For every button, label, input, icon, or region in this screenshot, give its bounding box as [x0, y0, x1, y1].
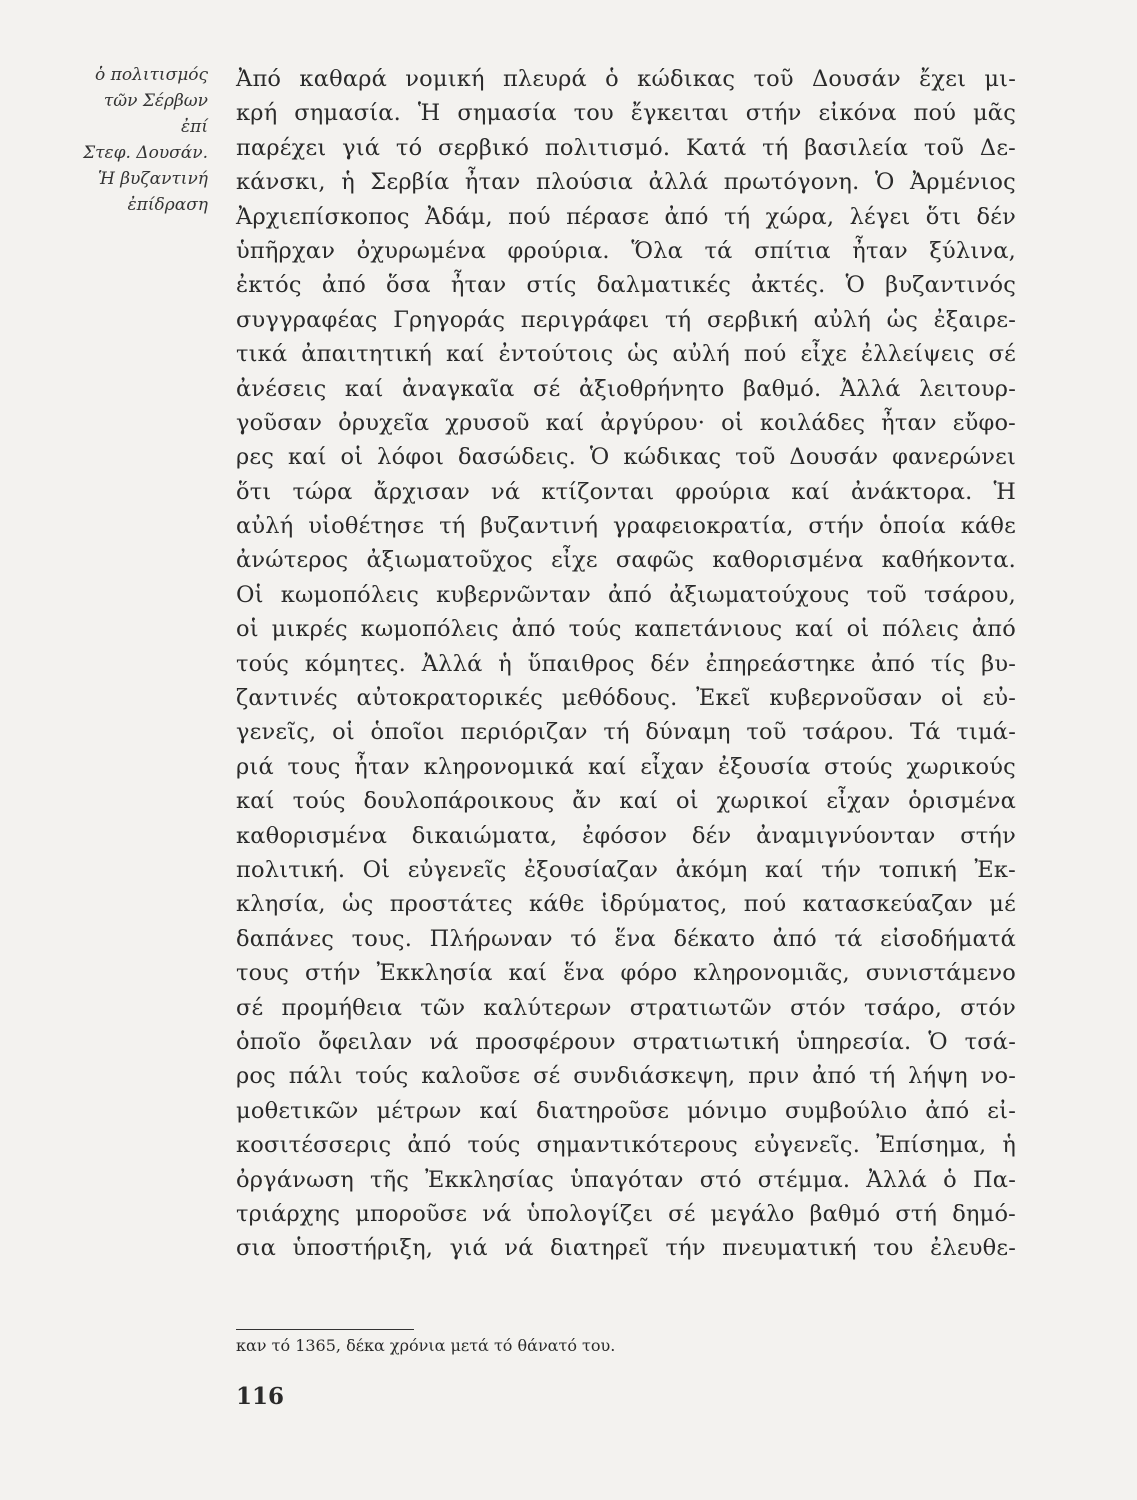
- body-line: ζαντινές αὐτοκρατορικές μεθόδους. Ἐκεῖ κυβερνοῦσαν οἱ εὐ-: [236, 685, 1016, 712]
- body-line: οἱ μικρές κωμοπόλεις ἀπό τούς καπετάνιους καί οἱ πόλεις ἀπό: [236, 616, 1016, 643]
- footnote: καν τό 1365, δέκα χρόνια μετά τό θάνατό του.: [236, 1336, 616, 1355]
- body-line: συγγραφέας Γρηγοράς περιγράφει τή σερβική αὐλή ὡς ἐξαιρε-: [236, 306, 1016, 333]
- body-line: ὁποῖο ὄφειλαν νά προσφέρουν στρατιωτική ὑπηρεσία. Ὁ τσά-: [236, 1028, 1016, 1055]
- body-line: Ἀρχιεπίσκοπος Ἀδάμ, πού πέρασε ἀπό τή χώρα, λέγει ὅτι δέν: [236, 203, 1016, 230]
- margin-note: [40, 62, 208, 218]
- body-line: σέ προμήθεια τῶν καλύτερων στρατιωτῶν στόν τσάρο, στόν: [236, 994, 1016, 1021]
- margin-note-line: ἐπίδραση: [127, 195, 208, 215]
- body-line: ἀνώτερος ἀξιωματοῦχος εἶχε σαφῶς καθορισμένα καθήκοντα.: [236, 547, 1016, 574]
- body-line: ὑπῆρχαν ὀχυρωμένα φρούρια. Ὅλα τά σπίτια ἦταν ξύλινα,: [236, 237, 1016, 264]
- body-line: κάνσκι, ἡ Σερβία ἦταν πλούσια ἀλλά πρωτόγονη. Ὁ Ἀρμένιος: [236, 169, 1016, 196]
- margin-note-line: ἐπί: [181, 117, 208, 137]
- body-line: ὅτι τώρα ἄρχισαν νά κτίζονται φρούρια καί ἀνάκτορα. Ἡ: [236, 478, 1016, 505]
- margin-note-line: Ἡ βυζαντινή: [97, 169, 208, 189]
- body-line: κοσιτέσσερις ἀπό τούς σημαντικότερους εὐγενεῖς. Ἐπίσημα, ἡ: [236, 1132, 1016, 1159]
- body-line: τικά ἀπαιτητική καί ἐντούτοις ὡς αὐλή πού εἶχε ἐλλείψεις σέ: [236, 341, 1016, 368]
- margin-note-line: τῶν Σέρβων: [103, 91, 208, 111]
- body-line: πολιτική. Οἱ εὐγενεῖς ἐξουσίαζαν ἀκόμη καί τήν τοπική Ἐκ-: [236, 856, 1016, 883]
- body-text: [236, 62, 1016, 1266]
- body-line: Ἀπό καθαρά νομική πλευρά ὁ κώδικας τοῦ Δουσάν ἔχει μι-: [236, 66, 1016, 92]
- body-line: γενεῖς, οἱ ὁποῖοι περιόριζαν τή δύναμη τοῦ τσάρου. Τά τιμά-: [236, 719, 1016, 746]
- body-line: κλησία, ὡς προστάτες κάθε ἱδρύματος, πού κατασκεύαζαν μέ: [236, 891, 1016, 918]
- body-line: ἐκτός ἀπό ὅσα ἦταν στίς δαλματικές ἀκτές. Ὁ βυζαντινός: [236, 272, 1016, 299]
- body-line: καί τούς δουλοπάροικους ἄν καί οἱ χωρικοί εἶχαν ὁρισμένα: [236, 788, 1016, 815]
- body-line: ὀργάνωση τῆς Ἐκκλησίας ὑπαγόταν στό στέμμα. Ἀλλά ὁ Πα-: [236, 1166, 1016, 1193]
- body-line: Οἱ κωμοπόλεις κυβερνῶνταν ἀπό ἀξιωματούχους τοῦ τσάρου,: [236, 581, 1016, 608]
- body-line: ριά τους ἦταν κληρονομικά καί εἶχαν ἐξουσία στούς χωρικούς: [236, 753, 1016, 780]
- body-line: καθορισμένα δικαιώματα, ἐφόσον δέν ἀναμιγνύονταν στήν: [236, 822, 1016, 849]
- body-line: γοῦσαν ὀρυχεῖα χρυσοῦ καί ἀργύρου· οἱ κοιλάδες ἦταν εὔφο-: [236, 409, 1016, 436]
- body-line: μοθετικῶν μέτρων καί διατηροῦσε μόνιμο συμβούλιο ἀπό εἰ-: [236, 1097, 1016, 1124]
- body-line: παρέχει γιά τό σερβικό πολιτισμό. Κατά τή βασιλεία τοῦ Δε-: [236, 134, 1016, 161]
- body-line: αὐλή υἱοθέτησε τή βυζαντινή γραφειοκρατία, στήν ὁποία κάθε: [236, 513, 1016, 540]
- body-line: ρος πάλι τούς καλοῦσε σέ συνδιάσκεψη, πριν ἀπό τή λήψη νο-: [236, 1063, 1016, 1090]
- body-line: ρες καί οἱ λόφοι δασώδεις. Ὁ κώδικας τοῦ Δουσάν φανερώνει: [236, 444, 1016, 471]
- body-line: δαπάνες τους. Πλήρωναν τό ἕνα δέκατο ἀπό τά εἰσοδήματά: [236, 925, 1016, 952]
- body-line: ἀνέσεις καί ἀναγκαῖα σέ ἀξιοθρήνητο βαθμό. Ἀλλά λειτουρ-: [236, 375, 1016, 402]
- margin-note-line: ὁ πολιτισμός: [95, 65, 208, 85]
- margin-note-line: Στεφ. Δουσάν.: [83, 143, 208, 163]
- body-line: τους στήν Ἐκκλησία καί ἕνα φόρο κληρονομιᾶς, συνιστάμενο: [236, 960, 1016, 987]
- body-line: τούς κόμητες. Ἀλλά ἡ ὕπαιθρος δέν ἐπηρεάστηκε ἀπό τίς βυ-: [236, 650, 1016, 677]
- page-number: 116: [236, 1383, 285, 1410]
- body-line: σια ὑποστήριξη, γιά νά διατηρεῖ τήν πνευματική του ἐλευθε-: [236, 1235, 1016, 1262]
- body-line: τριάρχης μποροῦσε νά ὑπολογίζει σέ μεγάλο βαθμό στή δημό-: [236, 1200, 1016, 1227]
- footnote-divider: [236, 1329, 414, 1330]
- body-line: κρή σημασία. Ἡ σημασία του ἔγκειται στήν εἰκόνα πού μᾶς: [236, 100, 1016, 127]
